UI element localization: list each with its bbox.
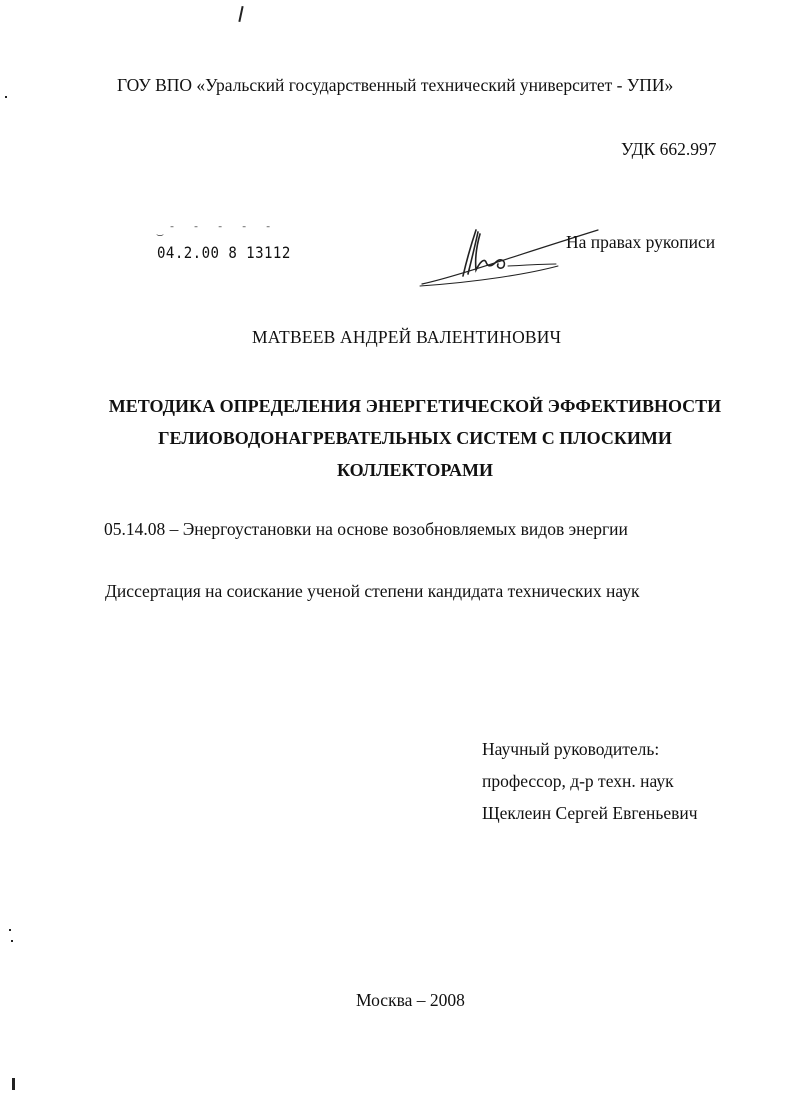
scan-dot-left [5, 96, 7, 98]
stamp-ticks: ‿ˉ ˉ ˉ ˉ ˉ [157, 226, 278, 237]
manuscript-rights-note: На правах рукописи [566, 232, 716, 252]
udc-code: УДК 662.997 [621, 139, 717, 159]
organization-header: ГОУ ВПО «Уральский государственный технический университет - УПИ» [117, 75, 674, 95]
scan-dot-left-3 [11, 940, 13, 942]
supervisor-name: Щеклеин Сергей Евгеньевич [482, 803, 698, 823]
dissertation-title: МЕТОДИКА ОПРЕДЕЛЕНИЯ ЭНЕРГЕТИЧЕСКОЙ ЭФФЕКТИВНОСТИ ГЕЛИОВОДОНАГРЕВАТЕЛЬНЫХ СИСТЕМ С ПЛОСКИМИ КОЛЛЕКТОРАМИ [108, 396, 722, 480]
scan-mark-bottom [12, 1078, 15, 1090]
scan-mark-top [238, 6, 243, 22]
author-name: МАТВЕЕВ АНДРЕЙ ВАЛЕНТИНОВИЧ [252, 327, 562, 347]
scan-dot-left-2 [9, 929, 11, 931]
signature [418, 218, 608, 293]
degree-statement: Диссертация на соискание ученой степени кандидата технических наук [105, 581, 640, 601]
supervisor-label: Научный руководитель: [482, 739, 660, 759]
specialty-code: 05.14.08 – Энергоустановки на основе возобновляемых видов энергии [104, 519, 628, 539]
supervisor-rank: профессор, д-р техн. наук [482, 771, 674, 791]
city-year: Москва – 2008 [356, 990, 465, 1010]
registration-stamp: 04.2.00 8 13112 [157, 243, 291, 262]
